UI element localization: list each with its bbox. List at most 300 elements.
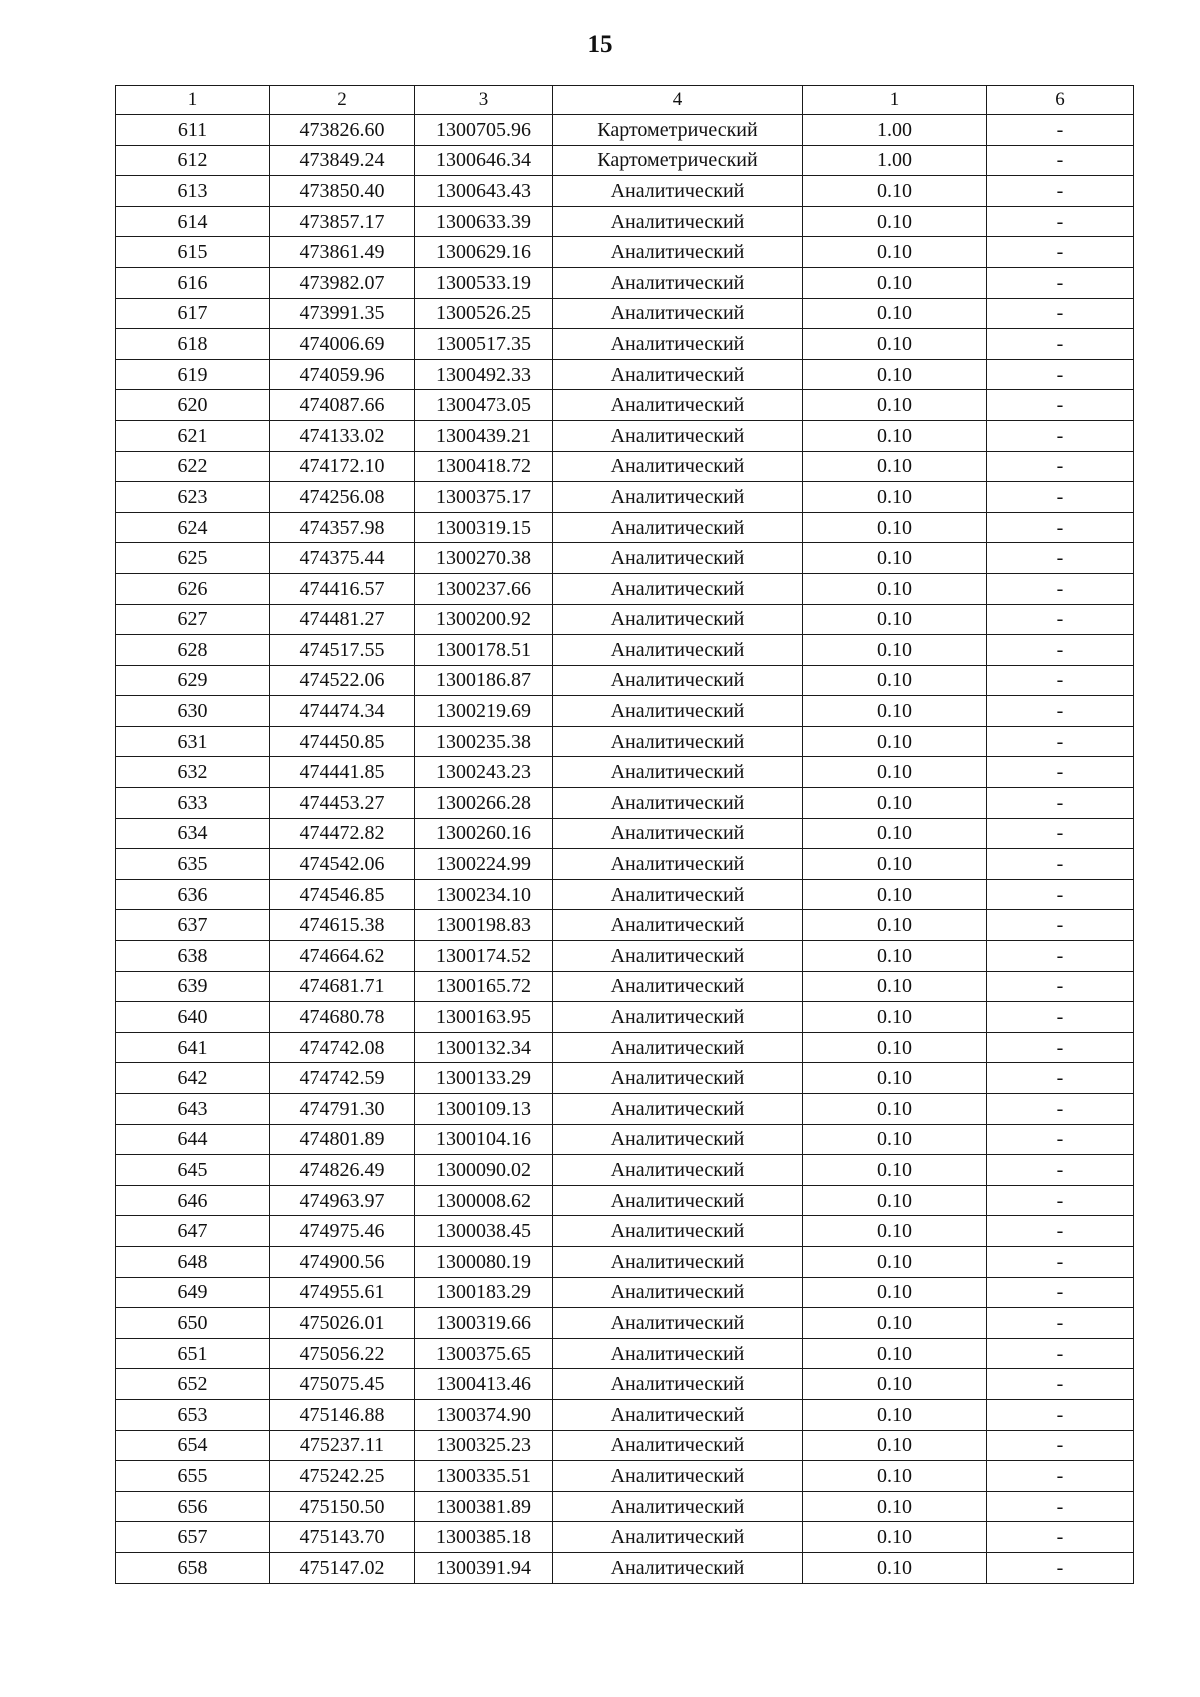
accuracy-cell: 0.10 <box>803 543 987 574</box>
accuracy-cell: 0.10 <box>803 665 987 696</box>
description-cell: - <box>987 1399 1134 1430</box>
x-coordinate-cell: 474441.85 <box>270 757 415 788</box>
x-coordinate-cell: 474256.08 <box>270 482 415 513</box>
column-header: 2 <box>270 86 415 115</box>
method-cell: Аналитический <box>553 604 803 635</box>
point-number-cell: 637 <box>116 910 270 941</box>
method-cell: Аналитический <box>553 451 803 482</box>
table-row <box>116 726 1134 757</box>
point-number-cell: 646 <box>116 1185 270 1216</box>
table-row <box>116 1002 1134 1033</box>
y-coordinate-cell: 1300517.35 <box>415 329 553 360</box>
point-number-cell: 651 <box>116 1338 270 1369</box>
x-coordinate-cell: 474664.62 <box>270 941 415 972</box>
accuracy-cell: 0.10 <box>803 604 987 635</box>
description-cell: - <box>987 726 1134 757</box>
point-number-cell: 613 <box>116 176 270 207</box>
point-number-cell: 625 <box>116 543 270 574</box>
y-coordinate-cell: 1300629.16 <box>415 237 553 268</box>
accuracy-cell: 0.10 <box>803 910 987 941</box>
point-number-cell: 647 <box>116 1216 270 1247</box>
accuracy-cell: 0.10 <box>803 1155 987 1186</box>
description-cell: - <box>987 818 1134 849</box>
x-coordinate-cell: 474900.56 <box>270 1246 415 1277</box>
point-number-cell: 615 <box>116 237 270 268</box>
accuracy-cell: 0.10 <box>803 1522 987 1553</box>
point-number-cell: 614 <box>116 206 270 237</box>
table-row <box>116 1491 1134 1522</box>
table-row <box>116 237 1134 268</box>
y-coordinate-cell: 1300104.16 <box>415 1124 553 1155</box>
description-cell: - <box>987 1491 1134 1522</box>
description-cell: - <box>987 1246 1134 1277</box>
method-cell: Аналитический <box>553 176 803 207</box>
point-number-cell: 645 <box>116 1155 270 1186</box>
table-row <box>116 665 1134 696</box>
y-coordinate-cell: 1300526.25 <box>415 298 553 329</box>
method-cell: Аналитический <box>553 726 803 757</box>
x-coordinate-cell: 474742.59 <box>270 1063 415 1094</box>
table-row <box>116 879 1134 910</box>
y-coordinate-cell: 1300533.19 <box>415 267 553 298</box>
description-cell: - <box>987 390 1134 421</box>
point-number-cell: 636 <box>116 879 270 910</box>
table-row <box>116 420 1134 451</box>
table-row <box>116 1094 1134 1125</box>
accuracy-cell: 0.10 <box>803 451 987 482</box>
y-coordinate-cell: 1300174.52 <box>415 941 553 972</box>
method-cell: Аналитический <box>553 359 803 390</box>
x-coordinate-cell: 474059.96 <box>270 359 415 390</box>
x-coordinate-cell: 474357.98 <box>270 512 415 543</box>
table-body <box>116 115 1134 1584</box>
x-coordinate-cell: 475147.02 <box>270 1552 415 1583</box>
table-row <box>116 1369 1134 1400</box>
description-cell: - <box>987 420 1134 451</box>
table-row <box>116 1185 1134 1216</box>
x-coordinate-cell: 474375.44 <box>270 543 415 574</box>
method-cell: Аналитический <box>553 1185 803 1216</box>
x-coordinate-cell: 474517.55 <box>270 635 415 666</box>
method-cell: Аналитический <box>553 696 803 727</box>
table-row <box>116 971 1134 1002</box>
method-cell: Аналитический <box>553 512 803 543</box>
x-coordinate-cell: 474133.02 <box>270 420 415 451</box>
x-coordinate-cell: 474450.85 <box>270 726 415 757</box>
y-coordinate-cell: 1300186.87 <box>415 665 553 696</box>
table-row <box>116 267 1134 298</box>
table-row <box>116 1063 1134 1094</box>
x-coordinate-cell: 474416.57 <box>270 573 415 604</box>
description-cell: - <box>987 543 1134 574</box>
y-coordinate-cell: 1300418.72 <box>415 451 553 482</box>
table-row <box>116 543 1134 574</box>
description-cell: - <box>987 665 1134 696</box>
table-row <box>116 1430 1134 1461</box>
y-coordinate-cell: 1300375.65 <box>415 1338 553 1369</box>
point-number-cell: 638 <box>116 941 270 972</box>
y-coordinate-cell: 1300260.16 <box>415 818 553 849</box>
column-header: 4 <box>553 86 803 115</box>
table-row <box>116 1216 1134 1247</box>
x-coordinate-cell: 474615.38 <box>270 910 415 941</box>
x-coordinate-cell: 474472.82 <box>270 818 415 849</box>
accuracy-cell: 0.10 <box>803 1032 987 1063</box>
table-row <box>116 451 1134 482</box>
table-row <box>116 1277 1134 1308</box>
y-coordinate-cell: 1300633.39 <box>415 206 553 237</box>
method-cell: Аналитический <box>553 206 803 237</box>
accuracy-cell: 0.10 <box>803 879 987 910</box>
description-cell: - <box>987 145 1134 176</box>
method-cell: Аналитический <box>553 329 803 360</box>
accuracy-cell: 0.10 <box>803 788 987 819</box>
table-row <box>116 176 1134 207</box>
description-cell: - <box>987 1032 1134 1063</box>
x-coordinate-cell: 474742.08 <box>270 1032 415 1063</box>
table-row <box>116 696 1134 727</box>
y-coordinate-cell: 1300439.21 <box>415 420 553 451</box>
method-cell: Аналитический <box>553 267 803 298</box>
point-number-cell: 632 <box>116 757 270 788</box>
y-coordinate-cell: 1300325.23 <box>415 1430 553 1461</box>
point-number-cell: 624 <box>116 512 270 543</box>
description-cell: - <box>987 635 1134 666</box>
description-cell: - <box>987 176 1134 207</box>
y-coordinate-cell: 1300237.66 <box>415 573 553 604</box>
point-number-cell: 658 <box>116 1552 270 1583</box>
method-cell: Аналитический <box>553 818 803 849</box>
description-cell: - <box>987 359 1134 390</box>
table-row <box>116 604 1134 635</box>
y-coordinate-cell: 1300183.29 <box>415 1277 553 1308</box>
y-coordinate-cell: 1300200.92 <box>415 604 553 635</box>
description-cell: - <box>987 1369 1134 1400</box>
column-header: 6 <box>987 86 1134 115</box>
accuracy-cell: 0.10 <box>803 818 987 849</box>
point-number-cell: 643 <box>116 1094 270 1125</box>
description-cell: - <box>987 482 1134 513</box>
x-coordinate-cell: 474542.06 <box>270 849 415 880</box>
y-coordinate-cell: 1300038.45 <box>415 1216 553 1247</box>
accuracy-cell: 0.10 <box>803 329 987 360</box>
accuracy-cell: 0.10 <box>803 849 987 880</box>
method-cell: Аналитический <box>553 788 803 819</box>
point-number-cell: 611 <box>116 115 270 146</box>
point-number-cell: 618 <box>116 329 270 360</box>
accuracy-cell: 0.10 <box>803 176 987 207</box>
x-coordinate-cell: 474453.27 <box>270 788 415 819</box>
point-number-cell: 622 <box>116 451 270 482</box>
table-row <box>116 818 1134 849</box>
accuracy-cell: 0.10 <box>803 390 987 421</box>
method-cell: Аналитический <box>553 1552 803 1583</box>
x-coordinate-cell: 473991.35 <box>270 298 415 329</box>
y-coordinate-cell: 1300080.19 <box>415 1246 553 1277</box>
point-number-cell: 655 <box>116 1461 270 1492</box>
x-coordinate-cell: 474474.34 <box>270 696 415 727</box>
y-coordinate-cell: 1300643.43 <box>415 176 553 207</box>
method-cell: Аналитический <box>553 1369 803 1400</box>
description-cell: - <box>987 237 1134 268</box>
point-number-cell: 616 <box>116 267 270 298</box>
x-coordinate-cell: 474087.66 <box>270 390 415 421</box>
point-number-cell: 630 <box>116 696 270 727</box>
method-cell: Аналитический <box>553 1124 803 1155</box>
point-number-cell: 634 <box>116 818 270 849</box>
method-cell: Аналитический <box>553 1155 803 1186</box>
x-coordinate-cell: 474975.46 <box>270 1216 415 1247</box>
x-coordinate-cell: 474681.71 <box>270 971 415 1002</box>
x-coordinate-cell: 474963.97 <box>270 1185 415 1216</box>
coordinates-table <box>115 85 1134 1584</box>
accuracy-cell: 0.10 <box>803 237 987 268</box>
table-row <box>116 1246 1134 1277</box>
method-cell: Аналитический <box>553 1032 803 1063</box>
method-cell: Аналитический <box>553 1063 803 1094</box>
x-coordinate-cell: 474955.61 <box>270 1277 415 1308</box>
y-coordinate-cell: 1300178.51 <box>415 635 553 666</box>
method-cell: Аналитический <box>553 1461 803 1492</box>
table-row <box>116 573 1134 604</box>
accuracy-cell: 0.10 <box>803 726 987 757</box>
table-row <box>116 635 1134 666</box>
method-cell: Аналитический <box>553 757 803 788</box>
x-coordinate-cell: 475026.01 <box>270 1308 415 1339</box>
x-coordinate-cell: 474522.06 <box>270 665 415 696</box>
y-coordinate-cell: 1300492.33 <box>415 359 553 390</box>
y-coordinate-cell: 1300385.18 <box>415 1522 553 1553</box>
x-coordinate-cell: 473857.17 <box>270 206 415 237</box>
method-cell: Аналитический <box>553 390 803 421</box>
x-coordinate-cell: 474680.78 <box>270 1002 415 1033</box>
description-cell: - <box>987 1277 1134 1308</box>
x-coordinate-cell: 473826.60 <box>270 115 415 146</box>
description-cell: - <box>987 1124 1134 1155</box>
x-coordinate-cell: 475237.11 <box>270 1430 415 1461</box>
column-header: 1 <box>803 86 987 115</box>
y-coordinate-cell: 1300219.69 <box>415 696 553 727</box>
point-number-cell: 612 <box>116 145 270 176</box>
table-row <box>116 145 1134 176</box>
accuracy-cell: 0.10 <box>803 267 987 298</box>
description-cell: - <box>987 1063 1134 1094</box>
x-coordinate-cell: 475146.88 <box>270 1399 415 1430</box>
description-cell: - <box>987 757 1134 788</box>
accuracy-cell: 0.10 <box>803 696 987 727</box>
point-number-cell: 657 <box>116 1522 270 1553</box>
y-coordinate-cell: 1300132.34 <box>415 1032 553 1063</box>
description-cell: - <box>987 1155 1134 1186</box>
description-cell: - <box>987 1216 1134 1247</box>
accuracy-cell: 0.10 <box>803 206 987 237</box>
accuracy-cell: 0.10 <box>803 1094 987 1125</box>
y-coordinate-cell: 1300163.95 <box>415 1002 553 1033</box>
description-cell: - <box>987 879 1134 910</box>
method-cell: Картометрический <box>553 145 803 176</box>
y-coordinate-cell: 1300335.51 <box>415 1461 553 1492</box>
point-number-cell: 633 <box>116 788 270 819</box>
method-cell: Аналитический <box>553 237 803 268</box>
table-row <box>116 1522 1134 1553</box>
table-row <box>116 1155 1134 1186</box>
description-cell: - <box>987 451 1134 482</box>
point-number-cell: 640 <box>116 1002 270 1033</box>
y-coordinate-cell: 1300234.10 <box>415 879 553 910</box>
method-cell: Аналитический <box>553 1246 803 1277</box>
accuracy-cell: 0.10 <box>803 1063 987 1094</box>
x-coordinate-cell: 474481.27 <box>270 604 415 635</box>
table-row <box>116 1461 1134 1492</box>
accuracy-cell: 0.10 <box>803 359 987 390</box>
method-cell: Аналитический <box>553 1430 803 1461</box>
description-cell: - <box>987 971 1134 1002</box>
x-coordinate-cell: 475075.45 <box>270 1369 415 1400</box>
y-coordinate-cell: 1300235.38 <box>415 726 553 757</box>
y-coordinate-cell: 1300008.62 <box>415 1185 553 1216</box>
y-coordinate-cell: 1300224.99 <box>415 849 553 880</box>
point-number-cell: 641 <box>116 1032 270 1063</box>
point-number-cell: 627 <box>116 604 270 635</box>
method-cell: Аналитический <box>553 482 803 513</box>
point-number-cell: 644 <box>116 1124 270 1155</box>
description-cell: - <box>987 604 1134 635</box>
method-cell: Аналитический <box>553 1522 803 1553</box>
point-number-cell: 639 <box>116 971 270 1002</box>
accuracy-cell: 0.10 <box>803 635 987 666</box>
table-row <box>116 1338 1134 1369</box>
description-cell: - <box>987 512 1134 543</box>
y-coordinate-cell: 1300319.66 <box>415 1308 553 1339</box>
x-coordinate-cell: 474546.85 <box>270 879 415 910</box>
description-cell: - <box>987 329 1134 360</box>
method-cell: Аналитический <box>553 420 803 451</box>
table-row <box>116 849 1134 880</box>
y-coordinate-cell: 1300270.38 <box>415 543 553 574</box>
y-coordinate-cell: 1300413.46 <box>415 1369 553 1400</box>
table-row <box>116 512 1134 543</box>
column-header: 1 <box>116 86 270 115</box>
y-coordinate-cell: 1300165.72 <box>415 971 553 1002</box>
accuracy-cell: 0.10 <box>803 573 987 604</box>
x-coordinate-cell: 475056.22 <box>270 1338 415 1369</box>
accuracy-cell: 0.10 <box>803 482 987 513</box>
description-cell: - <box>987 1185 1134 1216</box>
method-cell: Аналитический <box>553 1094 803 1125</box>
y-coordinate-cell: 1300705.96 <box>415 115 553 146</box>
accuracy-cell: 0.10 <box>803 1399 987 1430</box>
x-coordinate-cell: 474791.30 <box>270 1094 415 1125</box>
point-number-cell: 656 <box>116 1491 270 1522</box>
method-cell: Аналитический <box>553 1308 803 1339</box>
table-row <box>116 1399 1134 1430</box>
y-coordinate-cell: 1300198.83 <box>415 910 553 941</box>
method-cell: Аналитический <box>553 849 803 880</box>
y-coordinate-cell: 1300266.28 <box>415 788 553 819</box>
point-number-cell: 654 <box>116 1430 270 1461</box>
accuracy-cell: 0.10 <box>803 1216 987 1247</box>
table-row <box>116 1124 1134 1155</box>
accuracy-cell: 0.10 <box>803 1124 987 1155</box>
accuracy-cell: 0.10 <box>803 1185 987 1216</box>
x-coordinate-cell: 473850.40 <box>270 176 415 207</box>
table-row <box>116 1552 1134 1583</box>
description-cell: - <box>987 849 1134 880</box>
page-number: 15 <box>587 31 613 58</box>
table-row <box>116 359 1134 390</box>
accuracy-cell: 0.10 <box>803 1491 987 1522</box>
accuracy-cell: 0.10 <box>803 420 987 451</box>
accuracy-cell: 0.10 <box>803 757 987 788</box>
x-coordinate-cell: 473982.07 <box>270 267 415 298</box>
description-cell: - <box>987 1308 1134 1339</box>
accuracy-cell: 1.00 <box>803 145 987 176</box>
description-cell: - <box>987 267 1134 298</box>
y-coordinate-cell: 1300473.05 <box>415 390 553 421</box>
x-coordinate-cell: 474801.89 <box>270 1124 415 1155</box>
table-row <box>116 1032 1134 1063</box>
method-cell: Аналитический <box>553 1277 803 1308</box>
method-cell: Аналитический <box>553 543 803 574</box>
y-coordinate-cell: 1300391.94 <box>415 1552 553 1583</box>
accuracy-cell: 0.10 <box>803 1552 987 1583</box>
accuracy-cell: 0.10 <box>803 971 987 1002</box>
point-number-cell: 652 <box>116 1369 270 1400</box>
x-coordinate-cell: 474006.69 <box>270 329 415 360</box>
description-cell: - <box>987 1094 1134 1125</box>
point-number-cell: 631 <box>116 726 270 757</box>
point-number-cell: 620 <box>116 390 270 421</box>
description-cell: - <box>987 941 1134 972</box>
point-number-cell: 635 <box>116 849 270 880</box>
description-cell: - <box>987 1522 1134 1553</box>
method-cell: Аналитический <box>553 941 803 972</box>
table-row <box>116 206 1134 237</box>
method-cell: Аналитический <box>553 573 803 604</box>
method-cell: Картометрический <box>553 115 803 146</box>
description-cell: - <box>987 696 1134 727</box>
table-row <box>116 482 1134 513</box>
description-cell: - <box>987 115 1134 146</box>
point-number-cell: 628 <box>116 635 270 666</box>
method-cell: Аналитический <box>553 1216 803 1247</box>
x-coordinate-cell: 474172.10 <box>270 451 415 482</box>
description-cell: - <box>987 573 1134 604</box>
method-cell: Аналитический <box>553 635 803 666</box>
x-coordinate-cell: 474826.49 <box>270 1155 415 1186</box>
x-coordinate-cell: 475143.70 <box>270 1522 415 1553</box>
method-cell: Аналитический <box>553 1338 803 1369</box>
description-cell: - <box>987 298 1134 329</box>
point-number-cell: 619 <box>116 359 270 390</box>
accuracy-cell: 0.10 <box>803 1308 987 1339</box>
table-row <box>116 941 1134 972</box>
y-coordinate-cell: 1300381.89 <box>415 1491 553 1522</box>
accuracy-cell: 1.00 <box>803 115 987 146</box>
y-coordinate-cell: 1300319.15 <box>415 512 553 543</box>
accuracy-cell: 0.10 <box>803 1369 987 1400</box>
accuracy-cell: 0.10 <box>803 1277 987 1308</box>
method-cell: Аналитический <box>553 910 803 941</box>
accuracy-cell: 0.10 <box>803 1430 987 1461</box>
point-number-cell: 653 <box>116 1399 270 1430</box>
x-coordinate-cell: 473849.24 <box>270 145 415 176</box>
point-number-cell: 626 <box>116 573 270 604</box>
description-cell: - <box>987 1430 1134 1461</box>
point-number-cell: 649 <box>116 1277 270 1308</box>
table-row <box>116 390 1134 421</box>
table-header-row <box>116 86 1134 115</box>
